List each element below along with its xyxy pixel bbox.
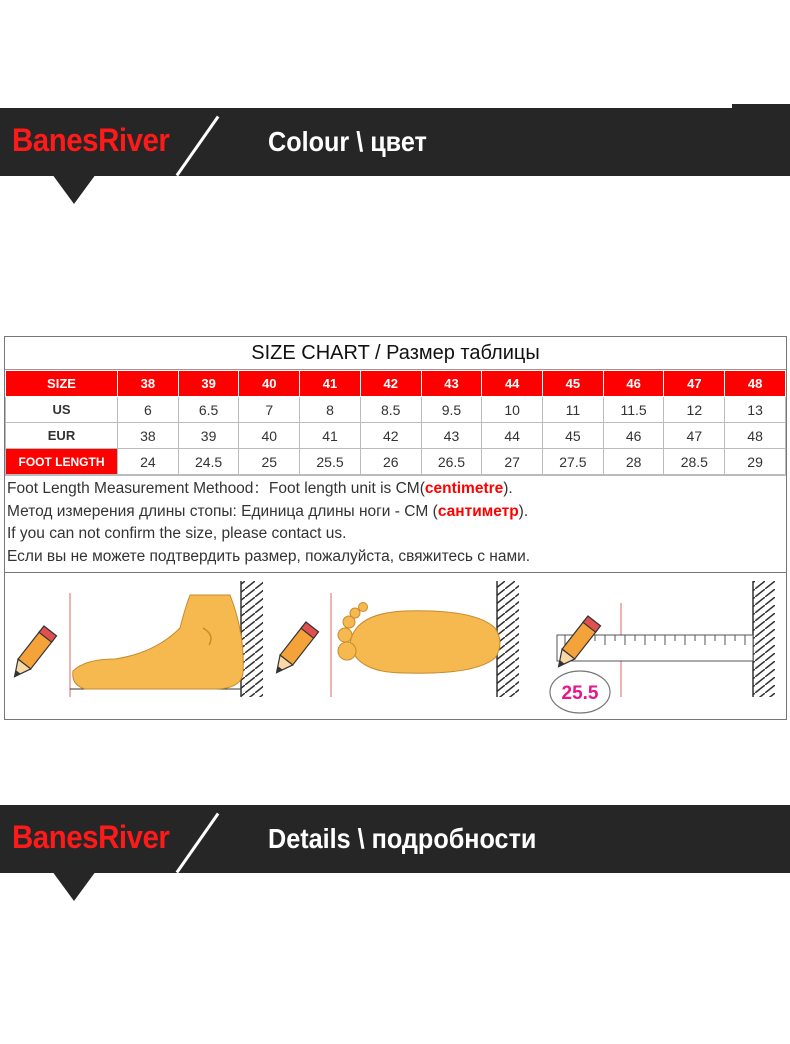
row-label: EUR — [6, 423, 118, 449]
size-cell: 13 — [725, 397, 786, 423]
size-cell: 44 — [482, 371, 543, 397]
foot-measurement-illustration — [4, 572, 787, 720]
size-cell: 12 — [664, 397, 725, 423]
banner-divider — [176, 813, 220, 874]
size-cell: 6 — [118, 397, 179, 423]
size-cell: 44 — [482, 423, 543, 449]
row-label: FOOT LENGTH — [6, 449, 118, 475]
size-cell: 11 — [543, 397, 604, 423]
size-cell: 48 — [725, 423, 786, 449]
note-line-ru: Метод измерения длины стопы: Единица длины ноги - CM (сантиметр). — [7, 502, 529, 520]
size-row — [6, 449, 786, 475]
size-cell: 38 — [118, 423, 179, 449]
size-cell: 29 — [725, 449, 786, 475]
size-cell: 47 — [664, 371, 725, 397]
size-cell: 24 — [118, 449, 179, 475]
size-cell: 8 — [300, 397, 361, 423]
size-cell: 24.5 — [178, 449, 239, 475]
size-cell: 6.5 — [178, 397, 239, 423]
size-cell: 26.5 — [421, 449, 482, 475]
size-cell: 39 — [178, 423, 239, 449]
size-chart-title: SIZE CHART / Размер таблицы — [5, 337, 786, 370]
size-cell: 38 — [118, 371, 179, 397]
top-view-panel — [270, 581, 519, 697]
section-title: Details \ подробности — [268, 823, 537, 854]
size-cell: 40 — [239, 423, 300, 449]
size-cell: 47 — [664, 423, 725, 449]
unit-highlight-en: centimetre — [424, 480, 504, 497]
brand-name: BanesRiver — [12, 819, 170, 855]
measurement-value: 25.5 — [561, 683, 599, 704]
colour-banner — [0, 108, 790, 176]
ruler-panel — [550, 581, 775, 713]
size-cell: 28 — [603, 449, 664, 475]
measurement-notes — [5, 475, 786, 572]
row-label: US — [6, 397, 118, 423]
size-chart — [4, 336, 787, 573]
unit-highlight-ru: сантиметр — [437, 502, 519, 520]
size-cell: 48 — [725, 371, 786, 397]
size-header-row — [6, 371, 786, 397]
banner-pointer — [52, 174, 96, 204]
banner-divider — [176, 116, 220, 177]
size-cell: 27 — [482, 449, 543, 475]
size-cell: 46 — [603, 371, 664, 397]
size-row — [6, 423, 786, 449]
size-cell: 45 — [543, 371, 604, 397]
size-cell: 7 — [239, 397, 300, 423]
size-cell: 25.5 — [300, 449, 361, 475]
size-cell: 27.5 — [543, 449, 604, 475]
size-cell: 25 — [239, 449, 300, 475]
size-cell: 43 — [421, 423, 482, 449]
details-banner — [0, 805, 790, 873]
size-cell: 46 — [603, 423, 664, 449]
size-cell: 41 — [300, 423, 361, 449]
measurement-diagrams — [5, 573, 786, 719]
size-cell: 42 — [360, 423, 421, 449]
size-cell: 11.5 — [603, 397, 664, 423]
size-cell: 9.5 — [421, 397, 482, 423]
banner-notch — [732, 104, 790, 108]
size-cell: 42 — [360, 371, 421, 397]
section-title: Colour \ цвет — [268, 126, 427, 157]
size-row — [6, 397, 786, 423]
size-cell: 41 — [300, 371, 361, 397]
size-table — [5, 370, 786, 475]
size-cell: 40 — [239, 371, 300, 397]
row-label: SIZE — [6, 371, 118, 397]
size-cell: 26 — [360, 449, 421, 475]
size-cell: 45 — [543, 423, 604, 449]
brand-name: BanesRiver — [12, 122, 170, 158]
size-cell: 8.5 — [360, 397, 421, 423]
size-cell: 43 — [421, 371, 482, 397]
size-cell: 39 — [178, 371, 239, 397]
side-view-panel — [8, 581, 263, 697]
size-cell: 28.5 — [664, 449, 725, 475]
contact-note-ru: Если вы не можете подтвердить размер, пожалуйста, свяжитесь с нами. — [7, 547, 531, 565]
note-line-en: Foot Length Measurement Methood：Foot length unit is CM(centimetre). — [7, 480, 513, 497]
banner-pointer — [52, 871, 96, 901]
size-cell: 10 — [482, 397, 543, 423]
contact-note-en: If you can not confirm the size, please contact us. — [7, 525, 347, 542]
